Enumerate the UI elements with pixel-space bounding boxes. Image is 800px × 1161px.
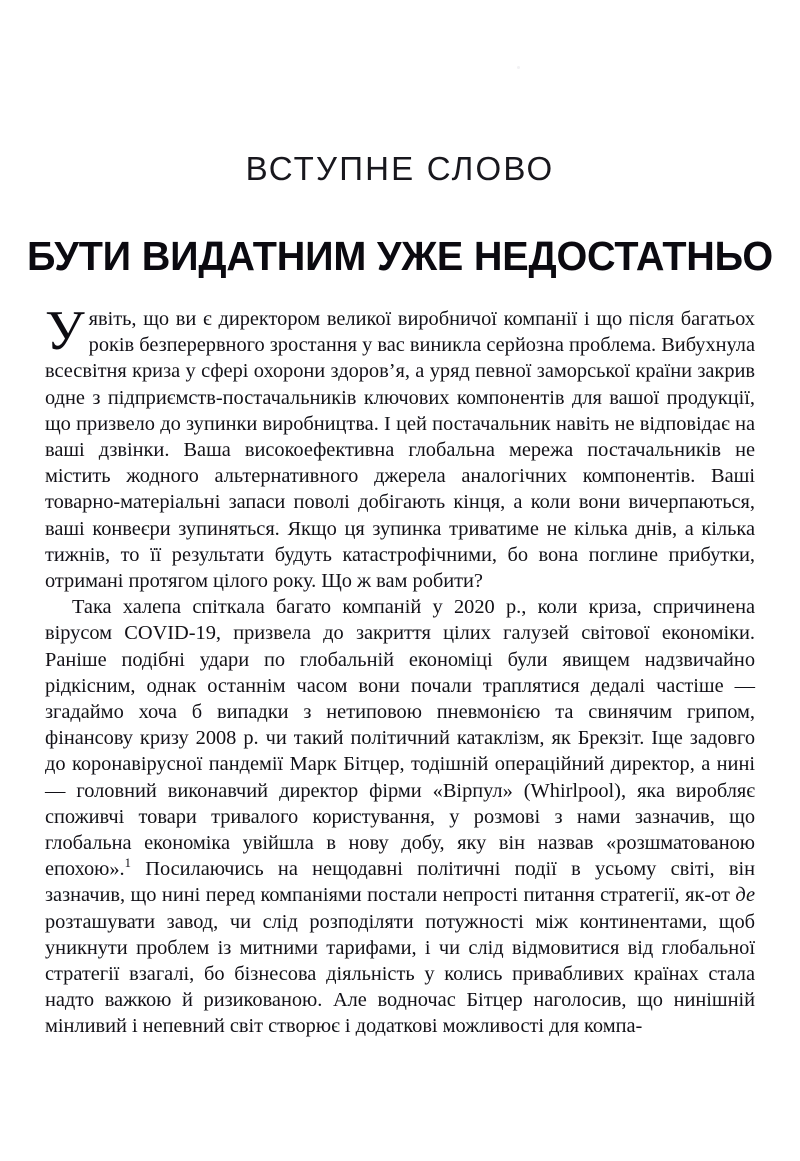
emphasized-word: де (735, 884, 755, 907)
paragraph-2-text-part-2: Посилаючись на нещодавні політичні події в усьому світі, він зазначив, що нині перед компаніями постали непрості питання стратегії, як-от (45, 858, 755, 907)
body-text-column (45, 300, 755, 1040)
paragraph-2 (45, 594, 755, 1039)
paragraph-1-text: явіть, що ви є директором великої виробничої компанії і що після багатьох років безперервного зростання у вас виникла серйозна проблема. Вибухнула всесвітня криза у сфері охорони здоров’я, а уряд певної заморської країни закрив одне з підприємств-постачальників ключових компонентів для вашої продукції, що призвело до зупинки виробництва. І цей постачальник навіть не відповідає на ваші дзвінки. Ваша високоефективна глобальна мережа постачальників не містить жодного альтернативного джерела аналогічних компонентів. Ваші товарно-матеріальні запаси поволі добігають кінця, а коли вони вичерпаються, ваші конвеєри зупиняться. Якщо ця зупинка триватиме не кілька днів, а кілька тижнів, то її результати будуть катастрофічними, бо вона поглине прибутки, отримані протягом цілого року. Що ж вам робити? (45, 308, 755, 593)
paragraph-2-text-part-3: розташувати завод, чи слід розподіляти потужності між континентами, щоб уникнути проблем із митними тарифами, і чи слід відмовитися від глобальної стратегії взагалі, бо бізнесова діяльність у колись привабливих країнах стала надто важкою й ризикованою. Але водночас Бітцер наголосив, що нинішній мінливий і непевний світ створює і додаткові можливості для компа- (45, 910, 755, 1038)
paragraph-2-text-part-1: Така халепа спіткала багато компаній у 2020 р., коли криза, спричинена вірусом COVID-19, призвела до закриття цілих галузей світової економіки. Раніше подібні удари по глобальній економіці були явищем надзвичайно рідкісним, однак останнім часом вони почали траплятися дедалі частіше — згадаймо хоча б випадки з нетиповою пневмонією та свинячим грипом, фінансову кризу 2008 р. чи такий політичний катаклізм, як Брекзіт. Іще задовго до коронавірусної пандемії Марк Бітцер, тодішній операційний директор, а нині — головний виконавчий директор фірми «Вірпул» (Whirlpool), яка виробляє споживчі товари тривалого користування, у розмові з нами зазначив, що глобальна економіка увійшла в нову добу, яку він назвав «розшматованою епохою». (45, 596, 755, 881)
page-title: БУТИ ВИДАТНИМ УЖЕ НЕДОСТАТНЬО (27, 233, 773, 280)
drop-cap-letter: У (45, 300, 85, 362)
footnote-reference-marker[interactable]: 1 (124, 856, 131, 871)
scan-speck (517, 66, 520, 69)
section-eyebrow: ВСТУПНЕ СЛОВО (245, 150, 555, 187)
paragraph-1 (45, 300, 755, 594)
